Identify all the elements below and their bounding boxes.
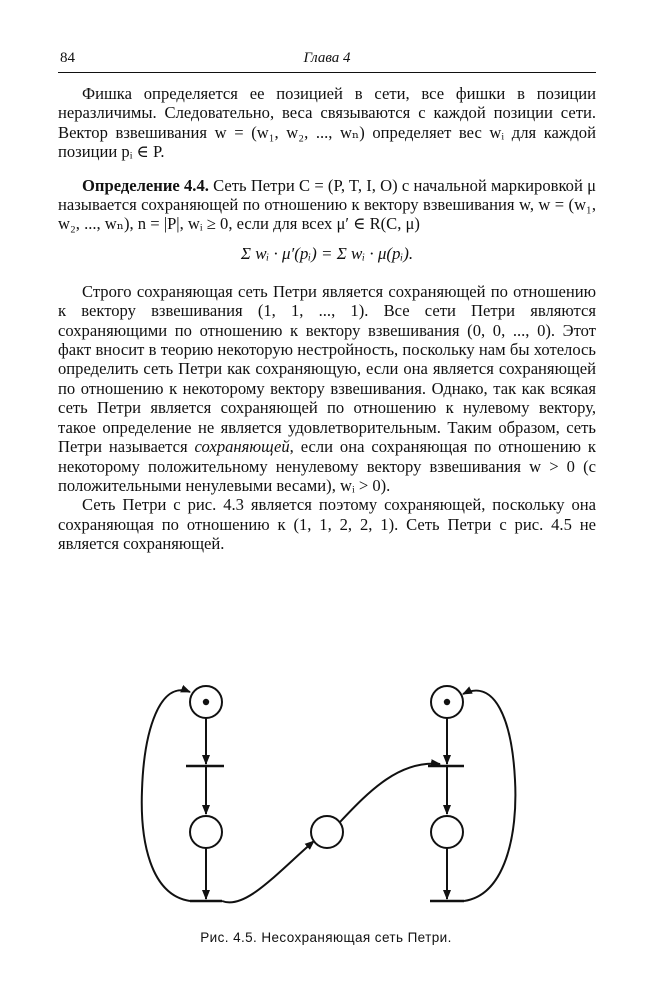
arc-left-loop [142, 690, 190, 901]
paragraph2-text-a: Строго сохраняющая сеть Петри является сохраняющей по отношению к вектору взвешивания (1, 1, ..., 1). Все сети Петри являются сохраняющими по отношению к вектору взвешивания (0, 0, ..., 0). Этот факт вносит в теорию некоторую нестройность, поскольку нам бы хотелось определить сеть Петри как сохраняющую, если она является сохраняющей по отношению к некоторому вектору взвешивания. Однако, так как всякая сеть Петри является сохраняющей по отношению к нулевому вектору, такое определение не является удовлетворительным. Таким образом, сеть Петри называется [58, 281, 596, 457]
place-left-middle [190, 816, 222, 848]
chapter-title: Глава 4 [303, 50, 351, 66]
arc-left-transition-to-center [222, 841, 314, 902]
definition-label: Определение 4.4. [82, 175, 209, 195]
arc-right-loop [463, 691, 515, 901]
arc-center-to-right-transition [340, 764, 440, 822]
definition-paragraph [58, 176, 596, 234]
italic-term: сохраняющей [194, 437, 290, 457]
paragraph-weights: Фишка определяется ее позицией в сети, все фишки в позиции неразличимы. Следовательно, веса связываются с каждой позиции сети. Вектор взвешивания w = (w₁, w₂, ..., wₙ) определяет вес wᵢ для каждой позиции pᵢ ∈ P. [58, 84, 596, 162]
place-right-middle [431, 816, 463, 848]
token-left [203, 699, 209, 705]
page-number: 84 [60, 50, 75, 66]
paragraph2-text-b: , если она сохраняющая по отношению к некоторому положительному ненулевому вектору взвешивания w > 0 (с положительными ненулевыми весами), wᵢ > 0). [58, 437, 596, 495]
page-header [58, 48, 596, 73]
definition-text: Сеть Петри C = (P, T, I, O) с начальной маркировкой μ называется сохраняющей по отношению к вектору взвешивания w, w = (w₁, w₂, ..., wₙ), n = |P|, wᵢ ≥ 0, если для всех μ′ ∈ R(C, μ) [58, 175, 596, 234]
figure-caption: Рис. 4.5. Несохраняющая сеть Петри. [200, 930, 452, 945]
token-right [444, 699, 450, 705]
petri-net-figure [0, 640, 652, 930]
body-text [58, 84, 596, 554]
paragraph-figure-reference: Сеть Петри с рис. 4.3 является поэтому сохраняющей, поскольку она сохраняющая по отношению к (1, 1, 2, 2, 1). Сеть Петри с рис. 4.5 не является сохраняющей. [58, 495, 596, 554]
conservation-formula: Σ wᵢ · μ′(pᵢ) = Σ wᵢ · μ(pᵢ). [240, 243, 414, 263]
place-center [311, 816, 343, 848]
paragraph-strict-conservation [58, 282, 596, 495]
